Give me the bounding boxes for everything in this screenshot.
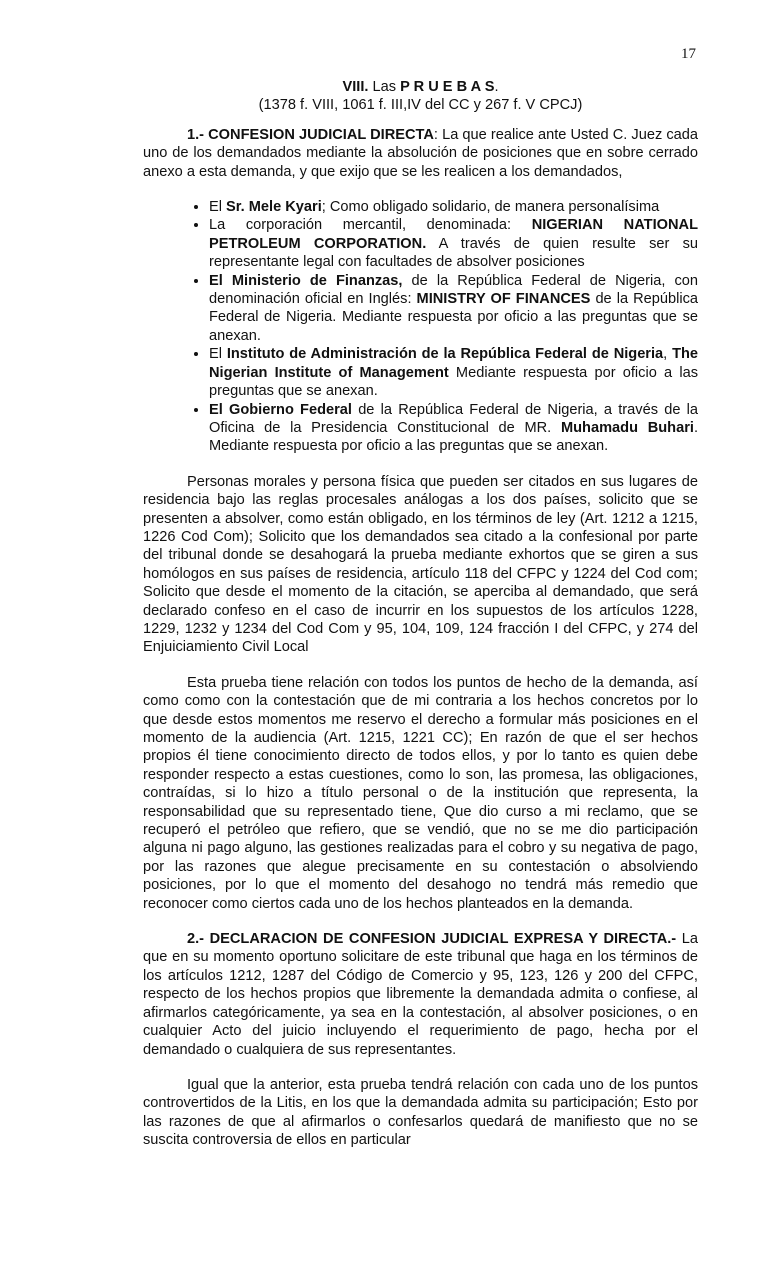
paragraph-litis: Igual que la anterior, esta prueba tendrá relación con cada uno de los puntos controvertidos de la Litis, en los que la demandada admita su participación; Esto por las razones de que al afirmarlos o confesarlos quedará de manifiesto que no se suscita controversia de ellos en particular bbox=[143, 1076, 698, 1149]
title-roman: VIII. bbox=[342, 79, 369, 95]
defendants-list bbox=[143, 198, 698, 456]
section1-paragraph bbox=[143, 126, 698, 181]
section2-text: La que en su momento oportuno solicitare de este tribunal que haga en los términos de los artículos 1212, 1287 del Código de Comercio y 95, 123, 126 y 200 del CFPC, respecto de los hechos propios que libremente la demandada admita o confiese, al afirmarlos categóricamente, ya sea en la contestación, al absolver posiciones, o en cualquier Acto del juicio incluyendo el requerimiento de pago, hecha por el demandado o cualquiera de sus representantes. bbox=[143, 931, 698, 1058]
list-item bbox=[209, 216, 698, 271]
text-run: de la República Federal de Nigeria. Mediante respuesta por oficio a las preguntas que se anexan. bbox=[209, 291, 698, 344]
bold-run: Muhamadu Buhari bbox=[560, 419, 694, 436]
text-run: El bbox=[209, 199, 227, 216]
text-run: A través de quien resulte ser su representante legal con facultades de absolver posiciones bbox=[209, 235, 698, 271]
text-run: . Mediante respuesta por oficio a las preguntas que se anexan. bbox=[209, 419, 698, 455]
bold-run: MINISTRY OF FINANCES bbox=[416, 291, 591, 308]
section1-label: 1.- CONFESION JUDICIAL DIRECTA bbox=[187, 126, 434, 143]
list-item bbox=[209, 272, 698, 346]
document-body bbox=[143, 78, 698, 1150]
title-word: Las bbox=[372, 79, 397, 95]
page-number: 17 bbox=[681, 46, 696, 62]
bold-run: El Gobierno Federal bbox=[209, 401, 352, 418]
bold-run: NIGERIAN NATIONAL PETROLEUM CORPORATION. bbox=[209, 217, 698, 252]
text-run: ; Como obligado solidario, de manera personalísima bbox=[321, 199, 660, 216]
text-run: Mediante respuesta por oficio a las preguntas que se anexan. bbox=[209, 364, 699, 400]
section2-paragraph bbox=[143, 930, 698, 1059]
section1-intro: : La que realice ante Usted C. Juez cada uno de los demandados mediante la absolución de posiciones que en sobre cerrado anexo a esta demanda, y que exijo que se les realicen a los demandados, bbox=[143, 126, 698, 180]
paragraph-relation: Esta prueba tiene relación con todos los puntos de hecho de la demanda, así como como con la contestación que de mi contraria a los hechos concretos por lo que desde estos momentos me reservo el derecho a formular más posiciones en el momento de la audiencia (Art. 1215, 1221 CC); En razón de que el ser hechos propios él tiene conocimiento directo de todos ellos, y por lo tanto es quien debe responder respecto a estas cuestiones, como lo son, las promesa, las obligaciones, contraídas, si lo hizo a título personal o de la institución que representa, la responsabilidad que su representado tiene, Que dio curso a mi reclamo, que se recuperó el petróleo que refiero, que se vendió, que no se me dio participación alguna ni pago alguno, las gestiones realizadas para el cobro y su negativa de pago, por las razones que alegue precisamente en su contestación o absolviendo posiciones, por lo que el momento del desahogo no tendrá más remedio que reconocer como ciertos cada uno de los hechos planteados en la demanda. bbox=[143, 674, 698, 912]
bold-run: Instituto de Administración de la República Federal de Nigeria bbox=[226, 346, 664, 363]
text-run: El bbox=[209, 346, 227, 363]
section-subtitle: (1378 f. VIII, 1061 f. III,IV del CC y 267 f. V CPCJ) bbox=[258, 97, 583, 114]
text-run: , bbox=[663, 346, 673, 363]
text-run: La corporación mercantil, denominada: bbox=[209, 217, 532, 234]
section2-label: 2.- DECLARACION DE CONFESION JUDICIAL EXPRESA Y DIRECTA.- bbox=[187, 931, 677, 948]
section-title bbox=[143, 78, 698, 96]
bold-run: El Ministerio de Finanzas, bbox=[209, 272, 403, 289]
text-run: de la República Federal de Nigeria, a través de la Oficina de la Presidencia Constitucional de MR. bbox=[209, 401, 698, 436]
bold-run: Sr. Mele Kyari bbox=[226, 199, 322, 216]
list-item bbox=[209, 198, 698, 216]
bold-run: The Nigerian Institute of Management bbox=[209, 346, 699, 381]
paragraph-residence: Personas morales y persona física que pueden ser citados en sus lugares de residencia bajo las reglas procesales análogas a los dos países, solicito que se presenten a absolver, como están obligado, en los términos de ley (Art. 1212 a 1215, 1226 Cod Com); Solicito que los demandados sea citado a la confesional por parte del tribunal donde se desahogará la prueba mediante exhortos que se giren a sus homólogos en sus países de residencia, artículo 118 del CFPC y 1224 del Cod com; Solicito que desde el momento de la citación, se aperciba al demandado, que será declarado confeso en el caso de incurrir en los supuestos de los artículos 1228, 1229, 1232 y 1234 del Cod Com y 95, 104, 109, 124 fracción I del CFPC, y 274 del Enjuiciamiento Civil Local bbox=[143, 473, 698, 656]
title-period: . bbox=[494, 79, 499, 95]
title-bold: P R U E B A S bbox=[400, 79, 495, 95]
text-run: de la República Federal de Nigeria, con denominación oficial en Inglés: bbox=[209, 272, 698, 308]
list-item bbox=[209, 345, 698, 400]
list-item bbox=[209, 401, 698, 456]
